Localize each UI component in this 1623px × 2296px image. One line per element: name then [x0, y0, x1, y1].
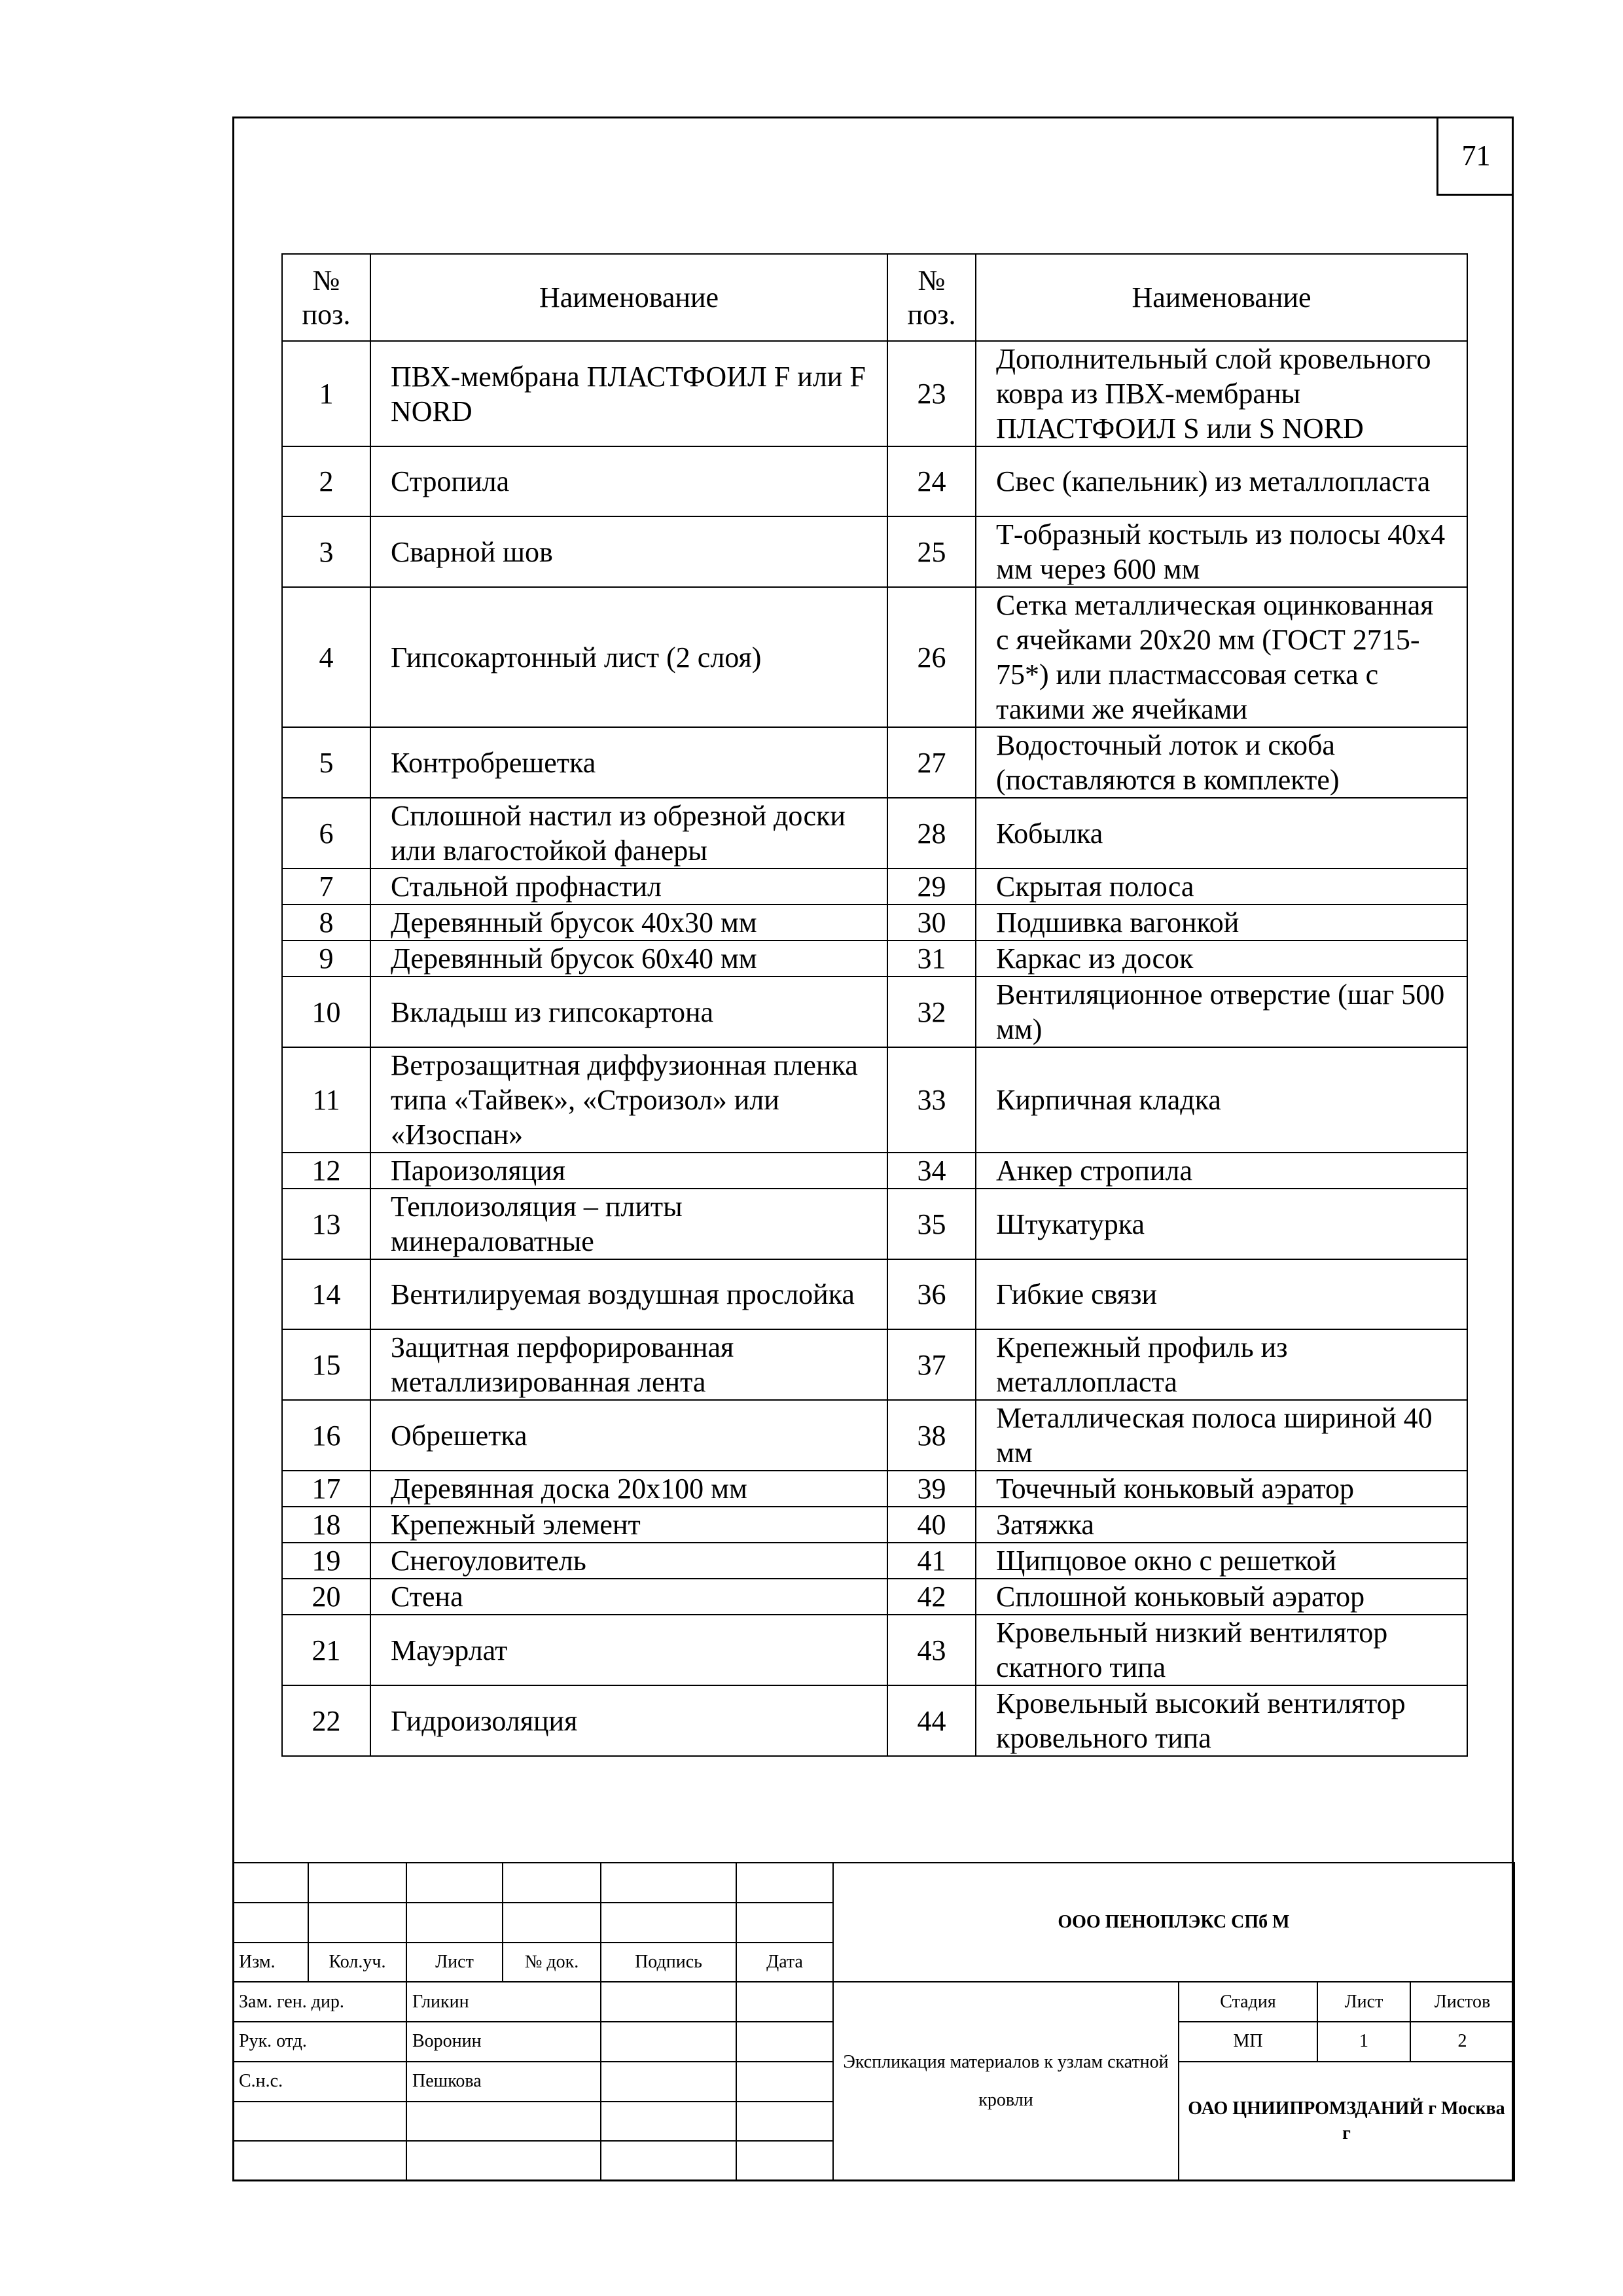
material-name: Стропила [370, 446, 887, 516]
material-name: Вентиляционное отверстие (шаг 500 мм) [976, 977, 1467, 1047]
material-name: Пароизоляция [370, 1153, 887, 1189]
material-name: Подшивка вагонкой [976, 905, 1467, 941]
material-name: Т-образный костыль из полосы 40х4 мм через 600 мм [976, 516, 1467, 587]
table-row [282, 1471, 1467, 1507]
position-number: 24 [887, 446, 976, 516]
sheet-label: Лист [1317, 1982, 1410, 2022]
stamp-cell [601, 1863, 736, 1903]
col-izm: Изм. [233, 1943, 308, 1982]
table-row [282, 1400, 1467, 1471]
material-name: Кобылка [976, 798, 1467, 869]
table-row [282, 727, 1467, 798]
col-kol-uch: Кол.уч. [308, 1943, 406, 1982]
position-number: 36 [887, 1259, 976, 1329]
position-number: 35 [887, 1189, 976, 1259]
table-row [282, 1153, 1467, 1189]
material-name: Мауэрлат [370, 1615, 887, 1685]
position-number: 4 [282, 587, 370, 727]
position-number: 42 [887, 1579, 976, 1615]
stage-value: МП [1179, 2022, 1317, 2062]
materials-table [281, 253, 1468, 1757]
stamp-cell [503, 1903, 601, 1943]
position-number: 7 [282, 869, 370, 905]
material-name: Вентилируемая воздушная прослойка [370, 1259, 887, 1329]
stamp-cell [406, 2102, 601, 2142]
position-number: 18 [282, 1507, 370, 1543]
header-pos: № поз. [282, 254, 370, 341]
stamp-cell [601, 2141, 736, 2181]
stamp-cell [601, 2062, 736, 2102]
stamp-cell [233, 1903, 308, 1943]
stamp-cell [736, 1863, 833, 1903]
col-doc-no: № док. [503, 1943, 601, 1982]
position-number: 43 [887, 1615, 976, 1685]
stamp-cell [503, 1863, 601, 1903]
person-1: Гликин [406, 1982, 601, 2022]
title-block [232, 1862, 1514, 2181]
stamp-cell [736, 2062, 833, 2102]
position-number: 16 [282, 1400, 370, 1471]
stamp-cell [233, 2102, 406, 2142]
position-number: 10 [282, 977, 370, 1047]
position-number: 11 [282, 1047, 370, 1153]
material-name: Штукатурка [976, 1189, 1467, 1259]
position-number: 27 [887, 727, 976, 798]
stamp-cell [736, 2102, 833, 2142]
material-name: Контробрешетка [370, 727, 887, 798]
position-number: 20 [282, 1579, 370, 1615]
table-row [282, 869, 1467, 905]
sheet-value: 1 [1317, 2022, 1410, 2062]
table-header-row [282, 254, 1467, 341]
header-name-2: Наименование [976, 254, 1467, 341]
material-name: Вкладыш из гипсокартона [370, 977, 887, 1047]
person-3: Пешкова [406, 2062, 601, 2102]
position-number: 25 [887, 516, 976, 587]
material-name: Обрешетка [370, 1400, 887, 1471]
position-number: 3 [282, 516, 370, 587]
position-number: 14 [282, 1259, 370, 1329]
position-number: 2 [282, 446, 370, 516]
position-number: 5 [282, 727, 370, 798]
stamp-cell [736, 2141, 833, 2181]
material-name: Крепежный профиль из металлопласта [976, 1329, 1467, 1400]
position-number: 1 [282, 341, 370, 446]
material-name: Точечный коньковый аэратор [976, 1471, 1467, 1507]
material-name: Гибкие связи [976, 1259, 1467, 1329]
material-name: Каркас из досок [976, 941, 1467, 977]
table-row [282, 1579, 1467, 1615]
role-2: Рук. отд. [233, 2022, 406, 2062]
position-number: 37 [887, 1329, 976, 1400]
material-name: Сетка металлическая оцинкованная с ячейками 20х20 мм (ГОСТ 2715-75*) или пластмассовая сетка с такими же ячейками [976, 587, 1467, 727]
role-3: С.н.с. [233, 2062, 406, 2102]
header-pos-2: № поз. [887, 254, 976, 341]
material-name: Кирпичная кладка [976, 1047, 1467, 1153]
table-row [282, 1329, 1467, 1400]
table-row [282, 1543, 1467, 1579]
material-name: Металлическая полоса шириной 40 мм [976, 1400, 1467, 1471]
stamp-cell [736, 2022, 833, 2062]
table-row [282, 1259, 1467, 1329]
position-number: 38 [887, 1400, 976, 1471]
position-number: 13 [282, 1189, 370, 1259]
material-name: Стена [370, 1579, 887, 1615]
position-number: 9 [282, 941, 370, 977]
table-row [282, 905, 1467, 941]
stamp-cell [601, 2022, 736, 2062]
material-name: Крепежный элемент [370, 1507, 887, 1543]
document-title: Экспликация материалов к узлам скатной кровли [833, 1982, 1179, 2181]
material-name: Щипцовое окно с решеткой [976, 1543, 1467, 1579]
material-name: Затяжка [976, 1507, 1467, 1543]
table-row [282, 941, 1467, 977]
stamp-cell [308, 1903, 406, 1943]
position-number: 21 [282, 1615, 370, 1685]
position-number: 33 [887, 1047, 976, 1153]
header-name: Наименование [370, 254, 887, 341]
material-name: Гидроизоляция [370, 1685, 887, 1756]
table-row [282, 798, 1467, 869]
position-number: 31 [887, 941, 976, 977]
table-row [282, 977, 1467, 1047]
position-number: 23 [887, 341, 976, 446]
table-row [282, 1189, 1467, 1259]
table-row [282, 1507, 1467, 1543]
company-name: ООО ПЕНОПЛЭКС СПб М [833, 1863, 1514, 1982]
table-row [282, 341, 1467, 446]
material-name: Сплошной настил из обрезной доски или влагостойкой фанеры [370, 798, 887, 869]
position-number: 30 [887, 905, 976, 941]
stamp-cell [736, 1903, 833, 1943]
stamp-cell [601, 1903, 736, 1943]
stamp-cell [601, 2102, 736, 2142]
stamp-cell [406, 2141, 601, 2181]
col-date: Дата [736, 1943, 833, 1982]
material-name: Снегоуловитель [370, 1543, 887, 1579]
table-row [282, 1685, 1467, 1756]
col-list: Лист [406, 1943, 503, 1982]
position-number: 28 [887, 798, 976, 869]
position-number: 22 [282, 1685, 370, 1756]
position-number: 39 [887, 1471, 976, 1507]
material-name: Стальной профнастил [370, 869, 887, 905]
position-number: 8 [282, 905, 370, 941]
material-name: Сплошной коньковый аэратор [976, 1579, 1467, 1615]
material-name: Сварной шов [370, 516, 887, 587]
sheets-label: Листов [1410, 1982, 1514, 2022]
stamp-cell [233, 1863, 308, 1903]
material-name: Кровельный низкий вентилятор скатного типа [976, 1615, 1467, 1685]
table-row [282, 1615, 1467, 1685]
position-number: 29 [887, 869, 976, 905]
position-number: 26 [887, 587, 976, 727]
stamp-cell [233, 2141, 406, 2181]
col-signature: Подпись [601, 1943, 736, 1982]
position-number: 15 [282, 1329, 370, 1400]
stamp-cell [406, 1863, 503, 1903]
material-name: Деревянная доска 20х100 мм [370, 1471, 887, 1507]
material-name: Анкер стропила [976, 1153, 1467, 1189]
material-name: Ветрозащитная диффузионная пленка типа «Тайвек», «Строизол» или «Изоспан» [370, 1047, 887, 1153]
position-number: 6 [282, 798, 370, 869]
organization: ОАО ЦНИИПРОМЗДАНИЙ г Москва г [1179, 2062, 1514, 2181]
table-row [282, 1047, 1467, 1153]
stamp-cell [601, 1982, 736, 2022]
position-number: 40 [887, 1507, 976, 1543]
sheets-value: 2 [1410, 2022, 1514, 2062]
stage-label: Стадия [1179, 1982, 1317, 2022]
material-name: Водосточный лоток и скоба (поставляются в комплекте) [976, 727, 1467, 798]
position-number: 17 [282, 1471, 370, 1507]
stamp-cell [736, 1982, 833, 2022]
material-name: ПВХ-мембрана ПЛАСТФОИЛ F или F NORD [370, 341, 887, 446]
table-row [282, 516, 1467, 587]
position-number: 32 [887, 977, 976, 1047]
position-number: 34 [887, 1153, 976, 1189]
material-name: Деревянный брусок 40х30 мм [370, 905, 887, 941]
material-name: Скрытая полоса [976, 869, 1467, 905]
table-row [282, 446, 1467, 516]
stamp-cell [308, 1863, 406, 1903]
material-name: Дополнительный слой кровельного ковра из ПВХ-мембраны ПЛАСТФОИЛ S или S NORD [976, 341, 1467, 446]
material-name: Кровельный высокий вентилятор кровельного типа [976, 1685, 1467, 1756]
material-name: Свес (капельник) из металлопласта [976, 446, 1467, 516]
material-name: Деревянный брусок 60х40 мм [370, 941, 887, 977]
role-1: Зам. ген. дир. [233, 1982, 406, 2022]
material-name: Теплоизоляция – плиты минераловатные [370, 1189, 887, 1259]
position-number: 12 [282, 1153, 370, 1189]
position-number: 19 [282, 1543, 370, 1579]
person-2: Воронин [406, 2022, 601, 2062]
material-name: Защитная перфорированная металлизированная лента [370, 1329, 887, 1400]
stamp-cell [406, 1903, 503, 1943]
material-name: Гипсокартонный лист (2 слоя) [370, 587, 887, 727]
position-number: 41 [887, 1543, 976, 1579]
page-number: 71 [1436, 117, 1514, 196]
position-number: 44 [887, 1685, 976, 1756]
table-row [282, 587, 1467, 727]
